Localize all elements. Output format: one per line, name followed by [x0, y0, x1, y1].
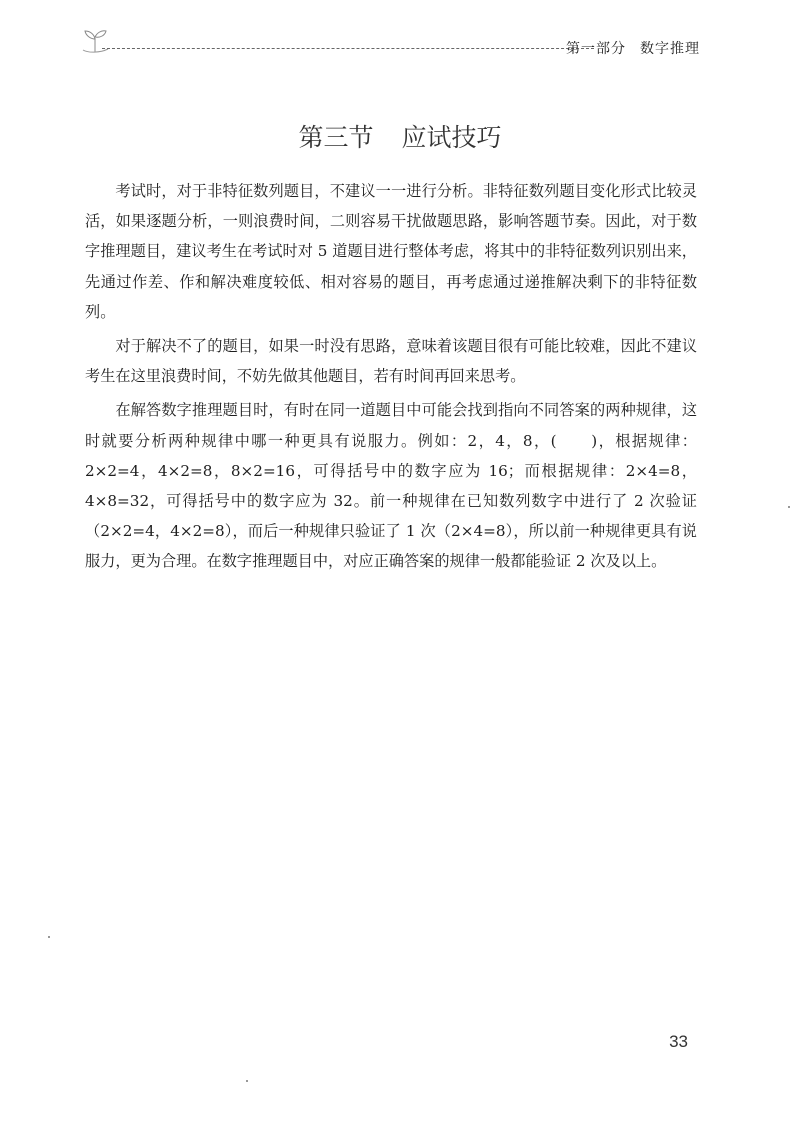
section-name: 应试技巧 — [401, 123, 502, 152]
running-head-part: 第一部分 — [566, 41, 626, 57]
sprout-icon — [80, 24, 110, 54]
paragraph: 在解答数字推理题目时，有时在同一道题目中可能会找到指向不同答案的两种规律，这时就要分析两种规律中哪一种更具有说服力。例如：2，4，8，( )，根据规律：2×2=4，4×2=8，8×2=16，可得括号中的数字应为 16；而根据规律：2×4=8，4×8=32，可得括号中的数字应为 32。前一种规律在已知数列数字中进行了 2 次验证（2×2=4，4×2=8），而后一种规律只验证了 1 次（2×4=8），所以前一种规律更具有说服力，更为合理。在数字推理题目中，对应正确答案的规律一般都能验证 2 次及以上。 — [85, 401, 697, 571]
page-number: 33 — [669, 1032, 688, 1051]
scan-speck — [48, 936, 50, 938]
header-rule — [102, 48, 594, 49]
paragraph: 考试时，对于非特征数列题目，不建议一一进行分析。非特征数列题目变化形式比较灵活，如果逐题分析，一则浪费时间，二则容易干扰做题思路，影响答题节奏。因此，对于数字推理题目，建议考生在考试时对 5 道题目进行整体考虑，将其中的非特征数列识别出来，先通过作差、作和解决难度较低、相对容易的题目，再考虑通过递推解决剩下的非特征数列。 — [85, 182, 697, 321]
body-text — [85, 176, 697, 581]
scan-speck — [788, 506, 790, 508]
section-title — [0, 118, 800, 154]
page-header — [80, 24, 700, 64]
paragraph: 对于解决不了的题目，如果一时没有思路，意味着该题目很有可能比较难，因此不建议考生在这里浪费时间，不妨先做其他题目，若有时间再回来思考。 — [85, 337, 697, 386]
section-number: 第三节 — [298, 123, 374, 152]
running-head — [566, 38, 700, 58]
scan-speck — [246, 1080, 248, 1082]
running-head-subject: 数字推理 — [640, 41, 700, 57]
